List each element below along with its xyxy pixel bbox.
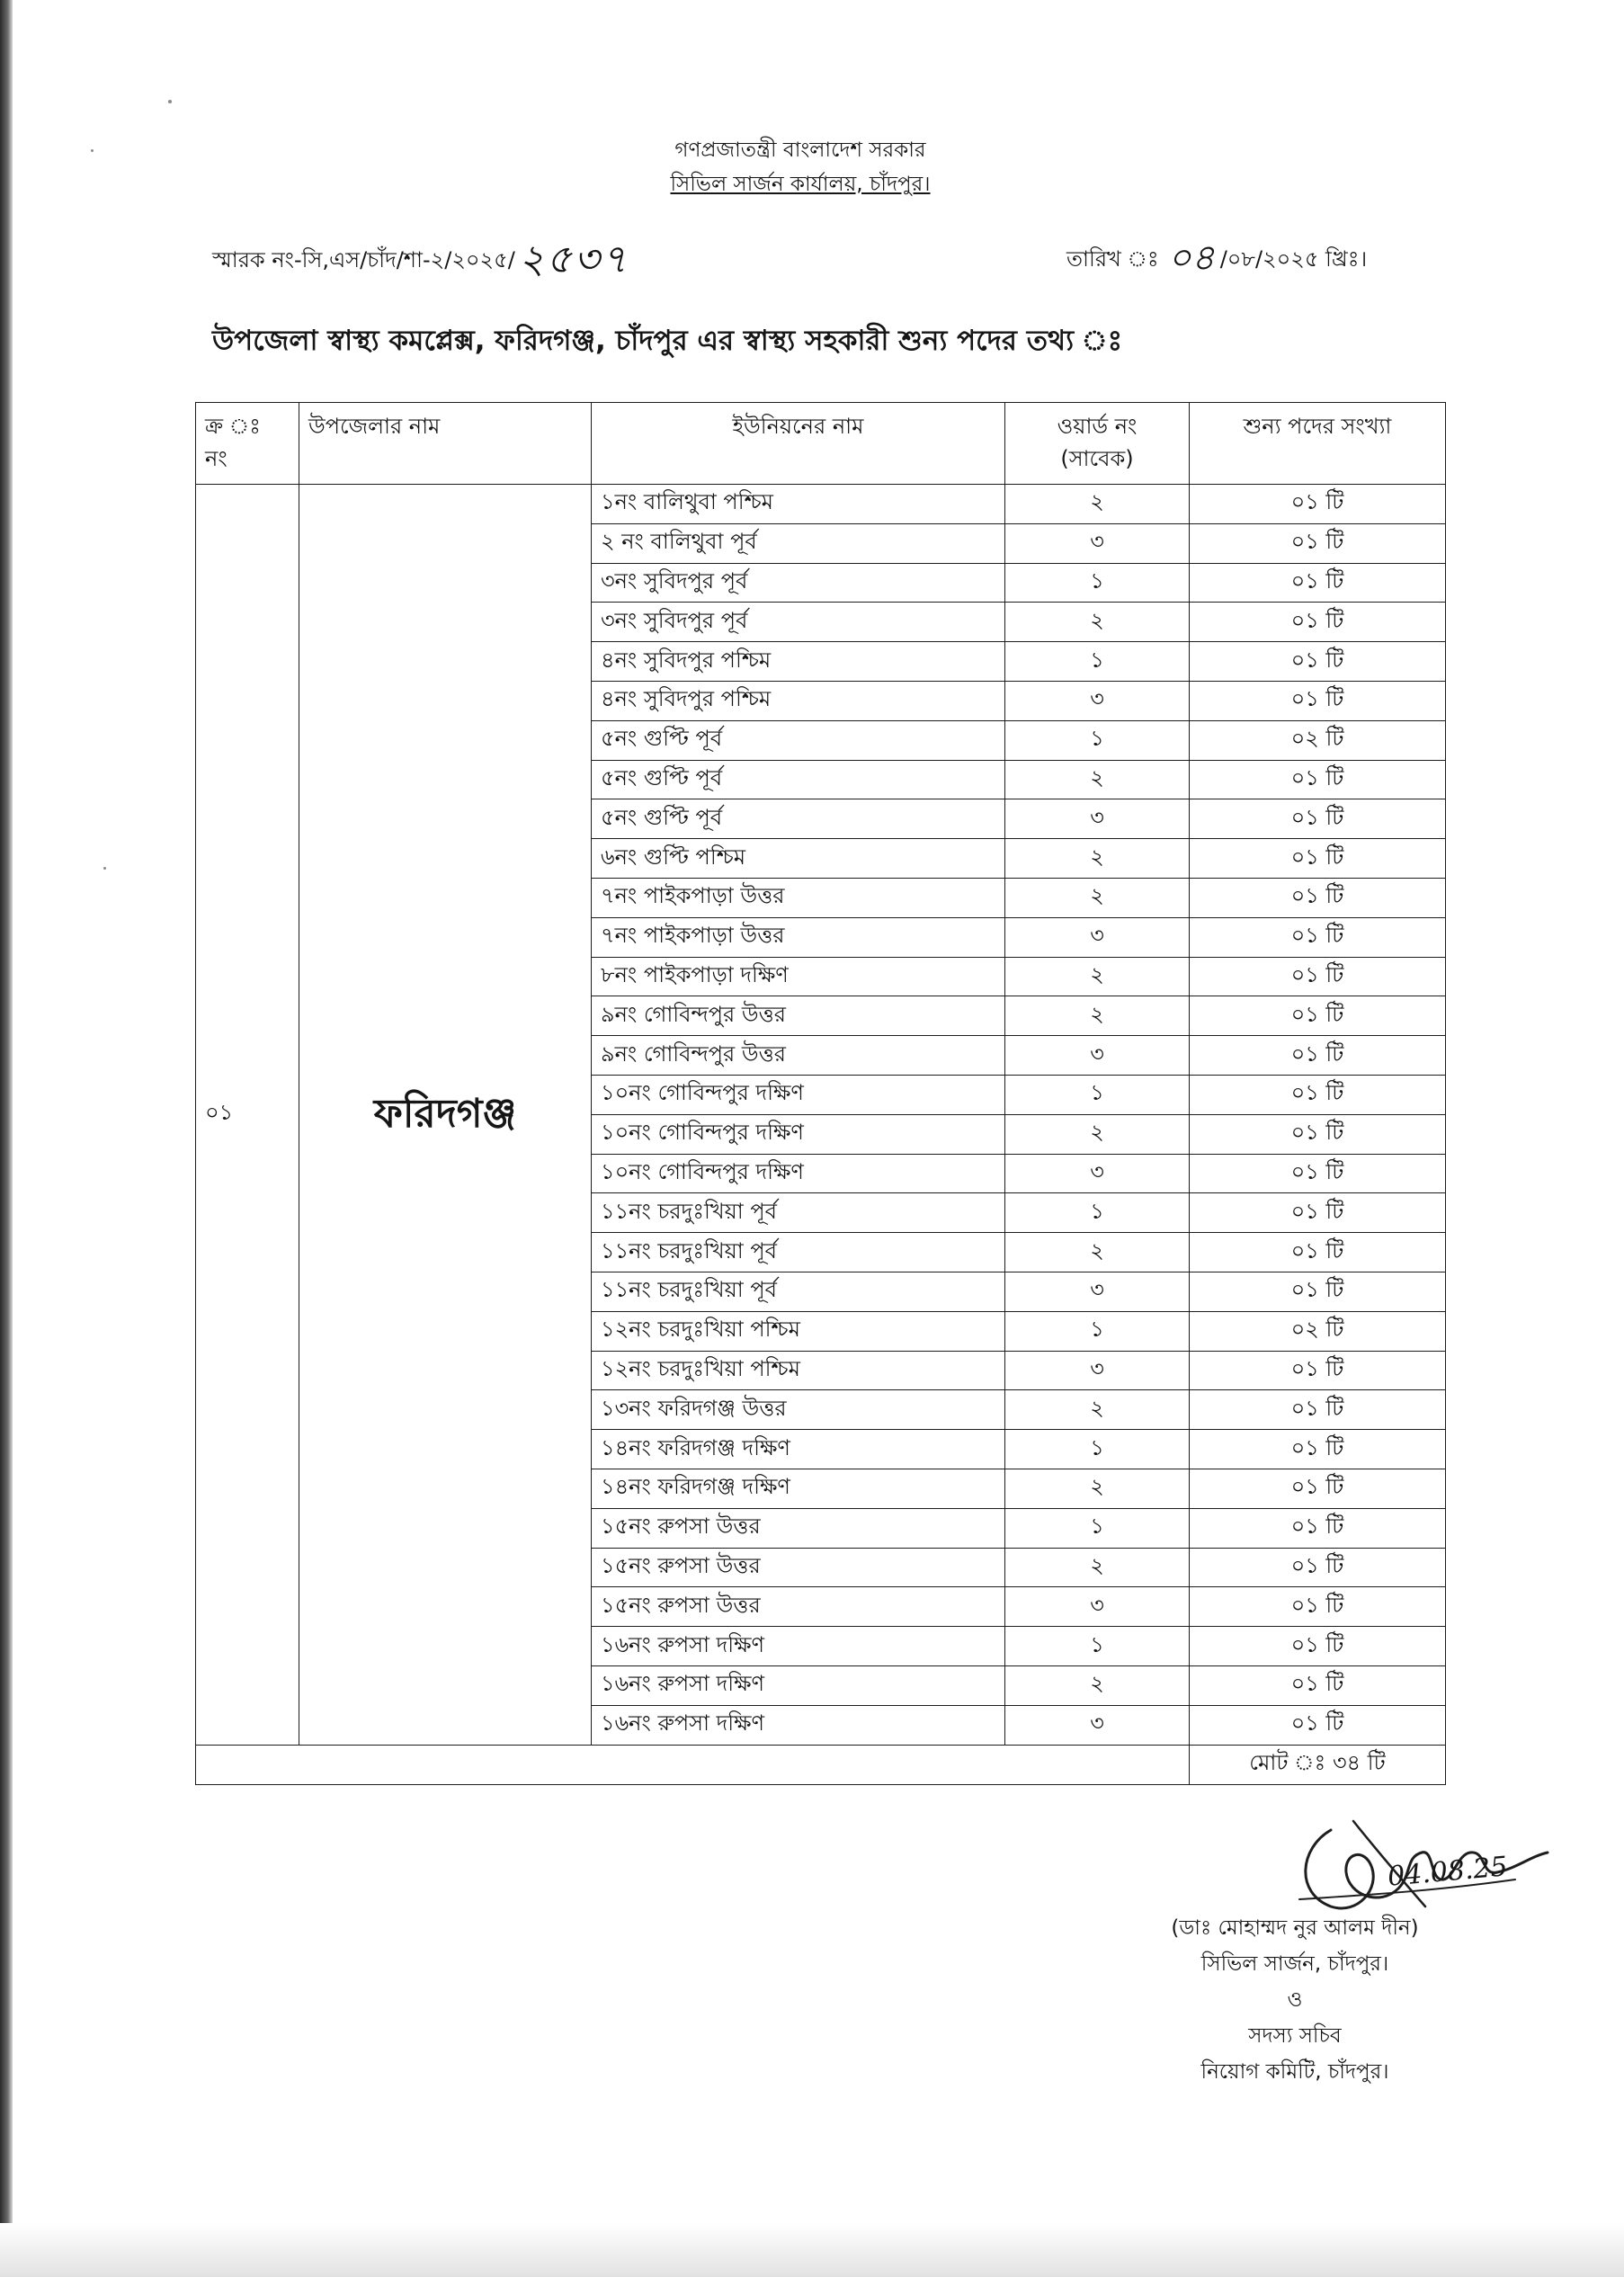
union-name: ১৪নং ফরিদগঞ্জ দক্ষিণ <box>592 1430 1005 1469</box>
union-name: ১১নং চরদুঃখিয়া পূর্ব <box>592 1233 1005 1272</box>
header-serial-line1: ক্র ঃ <box>205 414 261 439</box>
vacancy-count: ০১ টি <box>1190 1114 1446 1154</box>
vacancy-count: ০১ টি <box>1190 1154 1446 1193</box>
union-name: ৯নং গোবিন্দপুর উত্তর <box>592 996 1005 1036</box>
office-name: সিভিল সার্জন কার্যালয়, চাঁদপুর। <box>670 173 931 196</box>
union-name: ১২নং চরদুঃখিয়া পশ্চিম <box>592 1351 1005 1390</box>
union-name: ৮নং পাইকপাড়া দক্ষিণ <box>592 957 1005 996</box>
header-upazila: উপজেলার নাম <box>299 403 592 485</box>
vacancy-count: ০১ টি <box>1190 1390 1446 1430</box>
signatory-and: ও <box>1287 1988 1303 2012</box>
header-serial-line2: নং <box>205 446 228 471</box>
vacancy-count: ০১ টি <box>1190 1075 1446 1114</box>
ward-number: ৩ <box>1005 1587 1190 1627</box>
vacancy-count: ০১ টি <box>1190 1351 1446 1390</box>
vacancy-count: ০১ টি <box>1190 523 1446 563</box>
memo-handwritten-number: ২৫৩৭ <box>518 237 629 282</box>
ward-number: ২ <box>1005 1390 1190 1430</box>
vacancy-count: ০১ টি <box>1190 485 1446 524</box>
table-header-row <box>196 403 1446 485</box>
total-row <box>196 1745 1446 1784</box>
ward-number: ৩ <box>1005 681 1190 720</box>
ward-number: ১ <box>1005 1311 1190 1351</box>
scan-speck <box>103 867 106 870</box>
vacancy-count: ০১ টি <box>1190 1705 1446 1745</box>
memo-number <box>212 229 629 295</box>
union-name: ৭নং পাইকপাড়া উত্তর <box>592 917 1005 957</box>
ward-number: ৩ <box>1005 523 1190 563</box>
signatory-designation: সিভিল সার্জন, চাঁদপুর। <box>1200 1952 1389 1976</box>
scan-speck <box>91 149 94 152</box>
vacancy-count: ০১ টি <box>1190 603 1446 642</box>
vacancy-count: ০১ টি <box>1190 1272 1446 1311</box>
upazila-cell <box>299 485 592 1746</box>
vacancy-count: ০১ টি <box>1190 760 1446 799</box>
vacancy-count: ০১ টি <box>1190 563 1446 603</box>
ward-number: ২ <box>1005 839 1190 879</box>
union-name: ১৬নং রুপসা দক্ষিণ <box>592 1705 1005 1745</box>
vacancy-count: ০১ টি <box>1190 1193 1446 1233</box>
vacancy-count: ০১ টি <box>1190 1548 1446 1587</box>
table-body <box>196 485 1446 1746</box>
ward-number: ১ <box>1005 1075 1190 1114</box>
header-serial <box>196 403 299 485</box>
vacancy-count: ০১ টি <box>1190 681 1446 720</box>
serial-number: ০১ <box>196 485 299 1746</box>
letterhead <box>504 133 1097 201</box>
ward-number: ২ <box>1005 1548 1190 1587</box>
vacancy-count: ০১ টি <box>1190 996 1446 1036</box>
union-name: ১৫নং রুপসা উত্তর <box>592 1548 1005 1587</box>
vacancy-count: ০১ টি <box>1190 1233 1446 1272</box>
ward-number: ২ <box>1005 878 1190 917</box>
date-rest: /০৮/২০২৫ খ্রিঃ। <box>1219 246 1368 272</box>
date-label: তারিখ ঃ <box>1066 246 1159 272</box>
header-ward <box>1005 403 1190 485</box>
header-union: ইউনিয়নের নাম <box>592 403 1005 485</box>
ward-number: ৩ <box>1005 799 1190 839</box>
union-name: ১০নং গোবিন্দপুর দক্ষিণ <box>592 1154 1005 1193</box>
date-handwritten-day: ০৪ <box>1167 237 1215 279</box>
header-ward-line2: (সাবেক) <box>1060 446 1134 471</box>
ward-number: ৩ <box>1005 917 1190 957</box>
vacancy-count: ০১ টি <box>1190 642 1446 682</box>
memo-prefix: স্মারক নং-সি,এস/চাঁদ/শা-২/২০২৫/ <box>212 247 515 272</box>
union-name: ৪নং সুবিদপুর পশ্চিম <box>592 681 1005 720</box>
table-row <box>196 485 1446 524</box>
union-name: ১৫নং রুপসা উত্তর <box>592 1508 1005 1548</box>
union-name: ২ নং বালিথুবা পূর্ব <box>592 523 1005 563</box>
ward-number: ৩ <box>1005 1036 1190 1076</box>
union-name: ৫নং গুপ্টি পূর্ব <box>592 760 1005 799</box>
union-name: ১৪নং ফরিদগঞ্জ দক্ষিণ <box>592 1469 1005 1508</box>
ward-number: ৩ <box>1005 1351 1190 1390</box>
signature-date: 04.08.25 <box>1386 1851 1509 1893</box>
union-name: ১৩নং ফরিদগঞ্জ উত্তর <box>592 1390 1005 1430</box>
ward-number: ১ <box>1005 1627 1190 1666</box>
vacancy-table <box>195 402 1446 1785</box>
union-name: ১৬নং রুপসা দক্ষিণ <box>592 1627 1005 1666</box>
ward-number: ৩ <box>1005 1154 1190 1193</box>
union-name: ৩নং সুবিদপুর পূর্ব <box>592 563 1005 603</box>
ward-number: ১ <box>1005 1430 1190 1469</box>
ward-number: ১ <box>1005 1193 1190 1233</box>
ward-number: ২ <box>1005 1469 1190 1508</box>
vacancy-count: ০১ টি <box>1190 1036 1446 1076</box>
ward-number: ১ <box>1005 1508 1190 1548</box>
scan-speck <box>168 100 172 103</box>
total-label-cell <box>196 1745 1190 1784</box>
ward-number: ১ <box>1005 642 1190 682</box>
ward-number: ২ <box>1005 1233 1190 1272</box>
document-title: উপজেলা স্বাস্থ্য কমপ্লেক্স, ফরিদগঞ্জ, চাঁদপুর এর স্বাস্থ্য সহকারী শুন্য পদের তথ্য ঃ <box>212 325 1123 357</box>
total-value: মোট ঃ ৩৪ টি <box>1190 1745 1446 1784</box>
union-name: ৫নং গুপ্টি পূর্ব <box>592 799 1005 839</box>
vacancy-count: ০১ টি <box>1190 1627 1446 1666</box>
ward-number: ২ <box>1005 1114 1190 1154</box>
union-name: ১৫নং রুপসা উত্তর <box>592 1587 1005 1627</box>
union-name: ১৬নং রুপসা দক্ষিণ <box>592 1665 1005 1705</box>
union-name: ১২নং চরদুঃখিয়া পশ্চিম <box>592 1311 1005 1351</box>
upazila-name: ফরিদগঞ্জ <box>373 1091 517 1138</box>
ward-number: ২ <box>1005 957 1190 996</box>
ward-number: ২ <box>1005 760 1190 799</box>
header-ward-line1: ওয়ার্ড নং <box>1057 414 1138 439</box>
signatory-committee: নিয়োগ কমিটি, চাঁদপুর। <box>1200 2060 1389 2084</box>
union-name: ৩নং সুবিদপুর পূর্ব <box>592 603 1005 642</box>
ward-number: ১ <box>1005 720 1190 760</box>
union-name: ৬নং গুপ্টি পশ্চিম <box>592 839 1005 879</box>
union-name: ৫নং গুপ্টি পূর্ব <box>592 720 1005 760</box>
ward-number: ১ <box>1005 563 1190 603</box>
ward-number: ২ <box>1005 485 1190 524</box>
vacancy-count: ০১ টি <box>1190 1469 1446 1508</box>
union-name: ১নং বালিথুবা পশ্চিম <box>592 485 1005 524</box>
vacancy-count: ০১ টি <box>1190 957 1446 996</box>
government-name: গণপ্রজাতন্ত্রী বাংলাদেশ সরকার <box>674 138 926 162</box>
vacancy-count: ০১ টি <box>1190 1508 1446 1548</box>
vacancy-count: ০১ টি <box>1190 799 1446 839</box>
ward-number: ২ <box>1005 1665 1190 1705</box>
union-name: ৯নং গোবিন্দপুর উত্তর <box>592 1036 1005 1076</box>
vacancy-count: ০১ টি <box>1190 917 1446 957</box>
ward-number: ২ <box>1005 603 1190 642</box>
ward-number: ৩ <box>1005 1705 1190 1745</box>
issue-date <box>1066 229 1367 290</box>
vacancy-count: ০২ টি <box>1190 1311 1446 1351</box>
signatory-block <box>1106 1910 1484 2090</box>
header-vacancy-count: শুন্য পদের সংখ্যা <box>1190 403 1446 485</box>
signatory-role: সদস্য সচিব <box>1248 2024 1342 2048</box>
vacancy-count: ০১ টি <box>1190 839 1446 879</box>
scan-shadow-bottom <box>0 2223 1624 2277</box>
union-name: ৪নং সুবিদপুর পশ্চিম <box>592 642 1005 682</box>
signatory-name: (ডাঃ মোহাম্মদ নুর আলম দীন) <box>1171 1916 1419 1940</box>
vacancy-count: ০১ টি <box>1190 1430 1446 1469</box>
vacancy-count: ০১ টি <box>1190 1587 1446 1627</box>
union-name: ১০নং গোবিন্দপুর দক্ষিণ <box>592 1075 1005 1114</box>
vacancy-count: ০১ টি <box>1190 1665 1446 1705</box>
scan-shadow-left <box>0 0 13 2277</box>
vacancy-count: ০২ টি <box>1190 720 1446 760</box>
union-name: ১১নং চরদুঃখিয়া পূর্ব <box>592 1193 1005 1233</box>
union-name: ১১নং চরদুঃখিয়া পূর্ব <box>592 1272 1005 1311</box>
vacancy-count: ০১ টি <box>1190 878 1446 917</box>
ward-number: ৩ <box>1005 1272 1190 1311</box>
union-name: ৭নং পাইকপাড়া উত্তর <box>592 878 1005 917</box>
union-name: ১০নং গোবিন্দপুর দক্ষিণ <box>592 1114 1005 1154</box>
ward-number: ২ <box>1005 996 1190 1036</box>
